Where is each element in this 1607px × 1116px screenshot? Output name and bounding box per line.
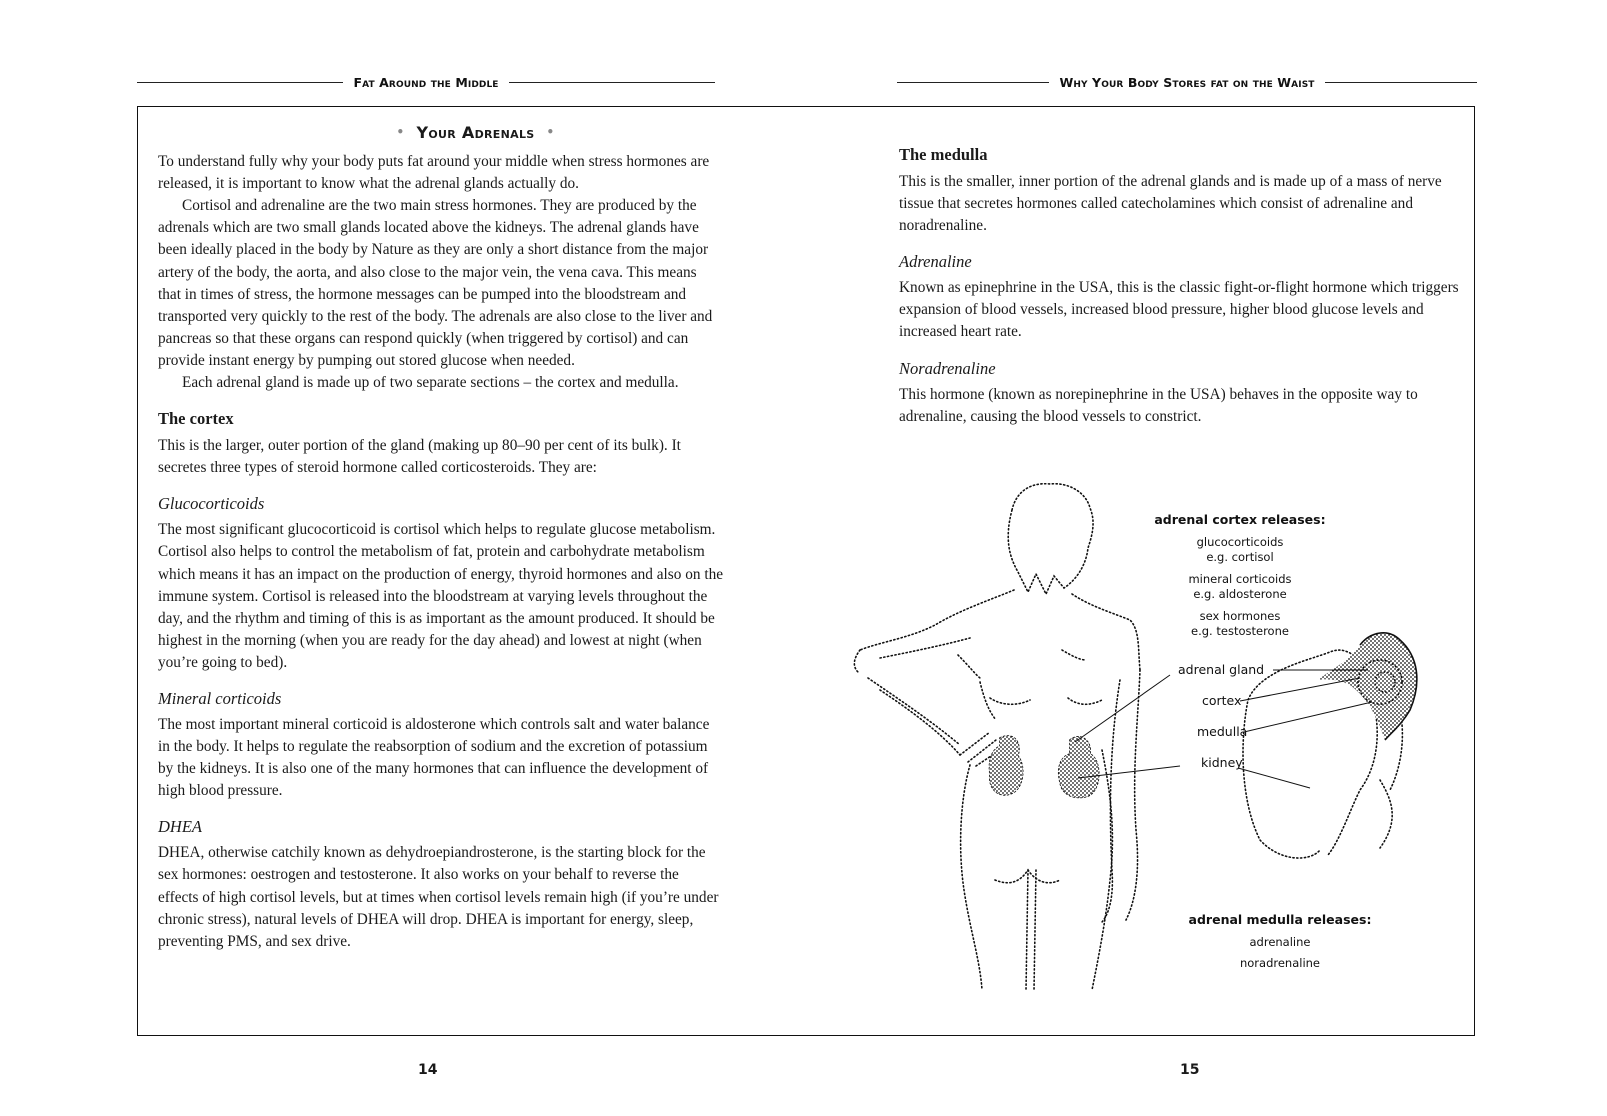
item-example: e.g. testosterone	[1191, 624, 1289, 638]
item-example: e.g. cortisol	[1206, 550, 1274, 564]
running-head-text: Fat Around the Middle	[353, 74, 499, 90]
paragraph: Known as epinephrine in the USA, this is the classic fight-or-flight hormone which triggers expansion of blood vessels, increased blood pressure, higher blood glucose levels and increased heart rate.	[899, 279, 1459, 341]
header-rule	[1325, 82, 1477, 83]
item-name: glucocorticoids	[1196, 535, 1284, 549]
bullet-ornament-icon: •	[546, 125, 555, 139]
cortex-release-item	[1140, 609, 1340, 639]
subheading-mineral-corticoids: Mineral corticoids	[158, 688, 282, 708]
paragraph: The most significant glucocorticoid is cortisol which helps to regulate glucose metabolism. Cortisol also helps to control the metabolism of fat, protein and carbohydrate metabolism which means it has an impact on the production of energy, thyroid hormones and also on the immune system. Cortisol is released into the bloodstream at varying levels throughout the day, and the rhythm and timing of this is as important as the amount produced. It should be highest in the morning (when you are ready for the day ahead) and lowest at night (when you’re going to bed).	[158, 521, 724, 671]
paragraph: This is the larger, outer portion of the gland (making up 80–90 per cent of its bulk). It secretes three types of steroid hormone called corticosteroids. They are:	[158, 437, 681, 477]
paragraph: Cortisol and adrenaline are the two main stress hormones. They are produced by the adrenals which are two small glands located above the kidneys. The adrenal glands have been ideally placed in the body by Nature as they are only a short distance from the major artery of the body, the aorta, and also close to the major vein, the vena cava. This means that in times of stress, the hormone messages can be pumped into the bloodstream and transported very quickly to the rest of the body. The adrenals are also close to the liver and pancreas so that these organs can respond quickly (when triggered by cortisol) and can provide instant energy by pumping out stored glucose when needed.	[158, 197, 713, 369]
label-adrenal-gland: adrenal gland	[1178, 662, 1265, 677]
cortex-releases-heading: adrenal cortex releases:	[1154, 512, 1326, 527]
running-head-text: Why Your Body Stores fat on the Waist	[1059, 74, 1315, 90]
subheading-dhea: DHEA	[158, 817, 202, 837]
cortex-release-item	[1140, 535, 1340, 565]
paragraph: This hormone (known as norepinephrine in the USA) behaves in the opposite way to adrenaline, causing the blood vessels to constrict.	[899, 385, 1418, 425]
paragraph: To understand fully why your body puts fat around your middle when stress hormones are released, it is important to know what the adrenal glands actually do.	[158, 153, 710, 193]
medulla-releases-caption	[1180, 912, 1380, 978]
bullet-ornament-icon: •	[396, 125, 405, 139]
header-rule	[897, 82, 1049, 83]
item-name: mineral corticoids	[1188, 572, 1292, 586]
medulla-release-item: noradrenaline	[1239, 956, 1321, 970]
medulla-release-item: adrenaline	[1249, 935, 1311, 949]
page-number-left: 14	[418, 1062, 438, 1078]
subheading-noradrenaline: Noradrenaline	[899, 358, 996, 378]
section-title	[158, 122, 723, 145]
paragraph: This is the smaller, inner portion of the adrenal glands and is made up of a mass of nerve tissue that secretes hormones called catecholamines which consist of adrenaline and noradrenaline.	[899, 173, 1442, 235]
right-page-column	[899, 144, 1464, 428]
paragraph: DHEA, otherwise catchily known as dehydroepiandrosterone, is the starting block for the sex hormones: oestrogen and testosterone. It also works on your behalf to reverse the effects of high cortisol levels, but at times when cortisol levels remain high (if you’re under chronic stress), natural levels of DHEA will drop. DHEA is important for energy, sleep, preventing PMS, and sex drive.	[158, 844, 719, 950]
subheading-glucocorticoids: Glucocorticoids	[158, 494, 265, 514]
item-example: e.g. aldosterone	[1193, 587, 1287, 601]
heading-medulla: The medulla	[899, 145, 988, 164]
medulla-releases-heading: adrenal medulla releases:	[1188, 912, 1372, 927]
cortex-release-item	[1140, 572, 1340, 602]
cortex-releases-caption	[1140, 512, 1340, 646]
header-rule	[509, 82, 715, 83]
label-cortex: cortex	[1202, 693, 1242, 708]
running-head-right	[897, 72, 1477, 92]
heading-cortex: The cortex	[158, 409, 234, 429]
paragraph: Each adrenal gland is made up of two separate sections – the cortex and medulla.	[182, 374, 679, 392]
label-medulla: medulla	[1197, 724, 1248, 739]
paragraph: The most important mineral corticoid is aldosterone which controls salt and water balance in the body. It helps to regulate the reabsorption of sodium and the excretion of potassium by the kidneys. It is also one of the many hormones that can influence the development of high blood pressure.	[158, 715, 710, 800]
running-head-left	[137, 72, 715, 92]
section-title-text: Your Adrenals	[416, 123, 535, 142]
item-name: sex hormones	[1199, 609, 1281, 623]
page-number-right: 15	[1180, 1062, 1200, 1078]
subheading-adrenaline: Adrenaline	[899, 252, 972, 272]
adrenal-illustration	[840, 470, 1460, 1010]
header-rule	[137, 82, 343, 83]
left-page-column	[158, 120, 723, 953]
label-kidney: kidney	[1201, 755, 1243, 770]
